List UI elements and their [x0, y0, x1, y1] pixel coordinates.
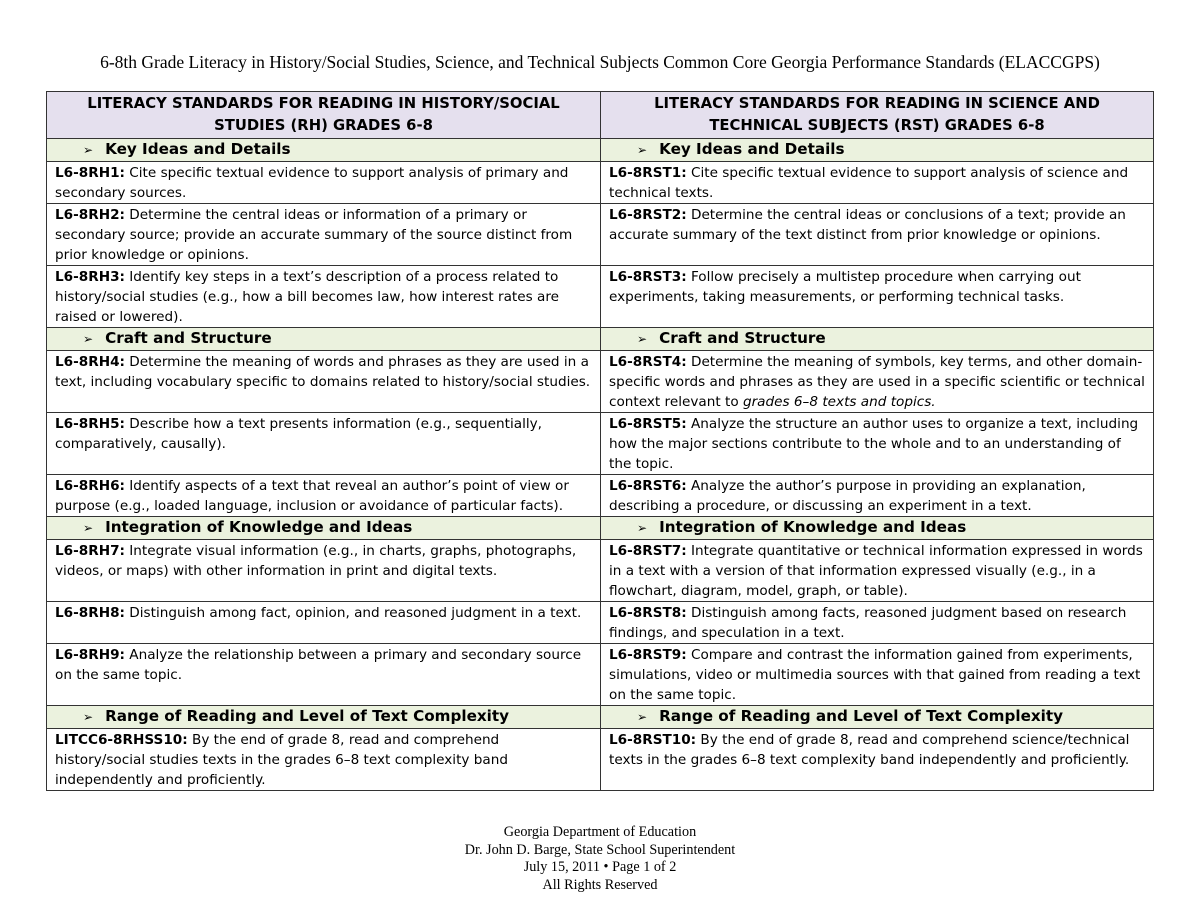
- standard-cell: [47, 602, 601, 644]
- standard-cell: [601, 204, 1154, 266]
- standard-cell: [601, 266, 1154, 328]
- standard-text: Analyze the structure an author uses to organize a text, including how the major sections contribute to the whole and to an understanding of the topic.: [609, 416, 1139, 472]
- section-cell: [47, 706, 601, 729]
- footer-date-page: July 15, 2011 • Page 1 of 2: [523, 859, 677, 875]
- arrow-bullet-icon: ➢: [83, 332, 94, 346]
- standard-code: L6-8RST8:: [609, 605, 687, 621]
- standard-code: L6-8RH2:: [55, 207, 125, 223]
- table-row: [47, 729, 1154, 791]
- standard-cell: [47, 644, 601, 706]
- standard-cell: [47, 540, 601, 602]
- section-row-craft-structure: [47, 328, 1154, 351]
- standard-cell: [601, 540, 1154, 602]
- standard-text: Determine the meaning of symbols, key terms, and other domain-specific words and phrases as they are used in a specific scientific or technical context relevant to: [609, 354, 1145, 410]
- standard-text: Integrate visual information (e.g., in charts, graphs, photographs, videos, or maps) with other information in print and digital texts.: [55, 543, 577, 579]
- section-cell: [47, 328, 601, 351]
- standard-cell: [601, 413, 1154, 475]
- section-row-integration: [47, 517, 1154, 540]
- section-label: Integration of Knowledge and Ideas: [105, 518, 413, 536]
- table-row: [47, 475, 1154, 517]
- arrow-bullet-icon: ➢: [637, 521, 648, 535]
- standard-text: By the end of grade 8, read and comprehend history/social studies texts in the grades 6–8 text complexity band independently and proficiently.: [55, 732, 508, 788]
- table-row: [47, 266, 1154, 328]
- section-label: Craft and Structure: [105, 329, 272, 347]
- standard-text-italic: grades 6–8 texts and topics.: [742, 394, 936, 410]
- table-row: [47, 413, 1154, 475]
- section-cell: [601, 328, 1154, 351]
- standard-text: Determine the central ideas or information of a primary or secondary source; provide an accurate summary of the source distinct from prior knowledge or opinions.: [55, 207, 573, 263]
- standard-code: L6-8RST3:: [609, 269, 687, 285]
- standard-text: Determine the meaning of words and phrases as they are used in a text, including vocabulary specific to domains related to history/social studies.: [55, 354, 591, 390]
- standard-code: L6-8RH1:: [55, 165, 125, 181]
- standard-text: Follow precisely a multistep procedure when carrying out experiments, taking measurements, or performing technical tasks.: [609, 269, 1081, 305]
- table-header-row: [47, 92, 1154, 139]
- standard-code: L6-8RH5:: [55, 416, 125, 432]
- arrow-bullet-icon: ➢: [83, 521, 94, 535]
- section-cell: [601, 517, 1154, 540]
- section-label: Key Ideas and Details: [659, 140, 845, 158]
- standard-code: L6-8RH6:: [55, 478, 125, 494]
- standard-text: Analyze the author’s purpose in providing an explanation, describing a procedure, or discussing an experiment in a text.: [609, 478, 1086, 514]
- section-label: Range of Reading and Level of Text Complexity: [659, 707, 1064, 725]
- standard-cell: [601, 351, 1154, 413]
- footer-rights: All Rights Reserved: [542, 876, 658, 893]
- standard-text: Analyze the relationship between a primary and secondary source on the same topic.: [55, 647, 582, 683]
- table-row: [47, 204, 1154, 266]
- section-label: Range of Reading and Level of Text Complexity: [105, 707, 510, 725]
- standard-code: L6-8RH3:: [55, 269, 125, 285]
- standard-cell: [601, 729, 1154, 791]
- footer-superintendent: Dr. John D. Barge, State School Superintendent: [464, 841, 736, 858]
- section-cell: [601, 139, 1154, 162]
- header-rst: LITERACY STANDARDS FOR READING IN SCIENCE AND TECHNICAL SUBJECTS (RST) GRADES 6-8: [601, 92, 1154, 139]
- standard-cell: [601, 475, 1154, 517]
- footer-department: Georgia Department of Education: [503, 824, 697, 840]
- standard-code: L6-8RST2:: [609, 207, 687, 223]
- table-row: [47, 540, 1154, 602]
- table-row: [47, 602, 1154, 644]
- arrow-bullet-icon: ➢: [637, 710, 648, 724]
- standard-text: Compare and contrast the information gained from experiments, simulations, video or multimedia sources with that gained from reading a text on the same topic.: [609, 647, 1141, 703]
- document-title: 6-8th Grade Literacy in History/Social Studies, Science, and Technical Subjects Common Core Georgia Performance Standards (ELACCGPS): [100, 52, 1100, 72]
- standard-cell: [47, 475, 601, 517]
- section-label: Integration of Knowledge and Ideas: [659, 518, 967, 536]
- standard-code: L6-8RST9:: [609, 647, 687, 663]
- standard-code: L6-8RST10:: [609, 732, 697, 748]
- standard-code: L6-8RH9:: [55, 647, 125, 663]
- standard-code: L6-8RH8:: [55, 605, 125, 621]
- arrow-bullet-icon: ➢: [637, 332, 648, 346]
- standard-cell: [47, 266, 601, 328]
- standard-cell: [47, 162, 601, 204]
- standard-text: Integrate quantitative or technical information expressed in words in a text with a version of that information expressed visually (e.g., in a flowchart, diagram, model, graph, or table).: [609, 543, 1143, 599]
- standard-text: Distinguish among facts, reasoned judgment based on research findings, and speculation in a text.: [609, 605, 1127, 641]
- standards-table: [46, 91, 1154, 791]
- page-footer: [0, 824, 1200, 894]
- standard-code: L6-8RST4:: [609, 354, 687, 370]
- standard-code: L6-8RST5:: [609, 416, 687, 432]
- standard-text: Identify aspects of a text that reveal an author’s point of view or purpose (e.g., loaded language, inclusion or avoidance of particular facts).: [55, 478, 569, 514]
- section-label: Key Ideas and Details: [105, 140, 291, 158]
- section-cell: [47, 517, 601, 540]
- arrow-bullet-icon: ➢: [637, 143, 648, 157]
- standard-text: Distinguish among fact, opinion, and reasoned judgment in a text.: [124, 605, 582, 621]
- standard-code: L6-8RST7:: [609, 543, 687, 559]
- standard-cell: [601, 162, 1154, 204]
- section-row-range-of-reading: [47, 706, 1154, 729]
- standard-cell: [47, 204, 601, 266]
- standard-cell: [47, 729, 601, 791]
- table-row: [47, 351, 1154, 413]
- standard-cell: [47, 413, 601, 475]
- section-cell: [601, 706, 1154, 729]
- standard-text: Determine the central ideas or conclusions of a text; provide an accurate summary of the text distinct from prior knowledge or opinions.: [609, 207, 1126, 243]
- standard-code: LITCC6-8RHSS10:: [55, 732, 188, 748]
- header-rh: LITERACY STANDARDS FOR READING IN HISTORY/SOCIAL STUDIES (RH) GRADES 6-8: [47, 92, 601, 139]
- standard-code: L6-8RH4:: [55, 354, 125, 370]
- section-cell: [47, 139, 601, 162]
- standard-code: L6-8RST1:: [609, 165, 687, 181]
- section-row-key-ideas: [47, 139, 1154, 162]
- section-label: Craft and Structure: [659, 329, 826, 347]
- standard-text: Identify key steps in a text’s description of a process related to history/social studies (e.g., how a bill becomes law, how interest rates are raised or lowered).: [55, 269, 559, 325]
- table-row: [47, 644, 1154, 706]
- arrow-bullet-icon: ➢: [83, 710, 94, 724]
- standard-text: Describe how a text presents information (e.g., sequentially, comparatively, causally).: [55, 416, 542, 452]
- standard-text: Cite specific textual evidence to support analysis of primary and secondary sources.: [55, 165, 569, 201]
- standard-text: Cite specific textual evidence to support analysis of science and technical texts.: [609, 165, 1129, 201]
- standard-text: By the end of grade 8, read and comprehend science/technical texts in the grades 6–8 text complexity band independently and proficiently.: [609, 732, 1130, 768]
- standard-cell: [601, 644, 1154, 706]
- arrow-bullet-icon: ➢: [83, 143, 94, 157]
- standard-cell: [47, 351, 601, 413]
- standard-code: L6-8RST6:: [609, 478, 687, 494]
- standard-code: L6-8RH7:: [55, 543, 125, 559]
- table-row: [47, 162, 1154, 204]
- standard-cell: [601, 602, 1154, 644]
